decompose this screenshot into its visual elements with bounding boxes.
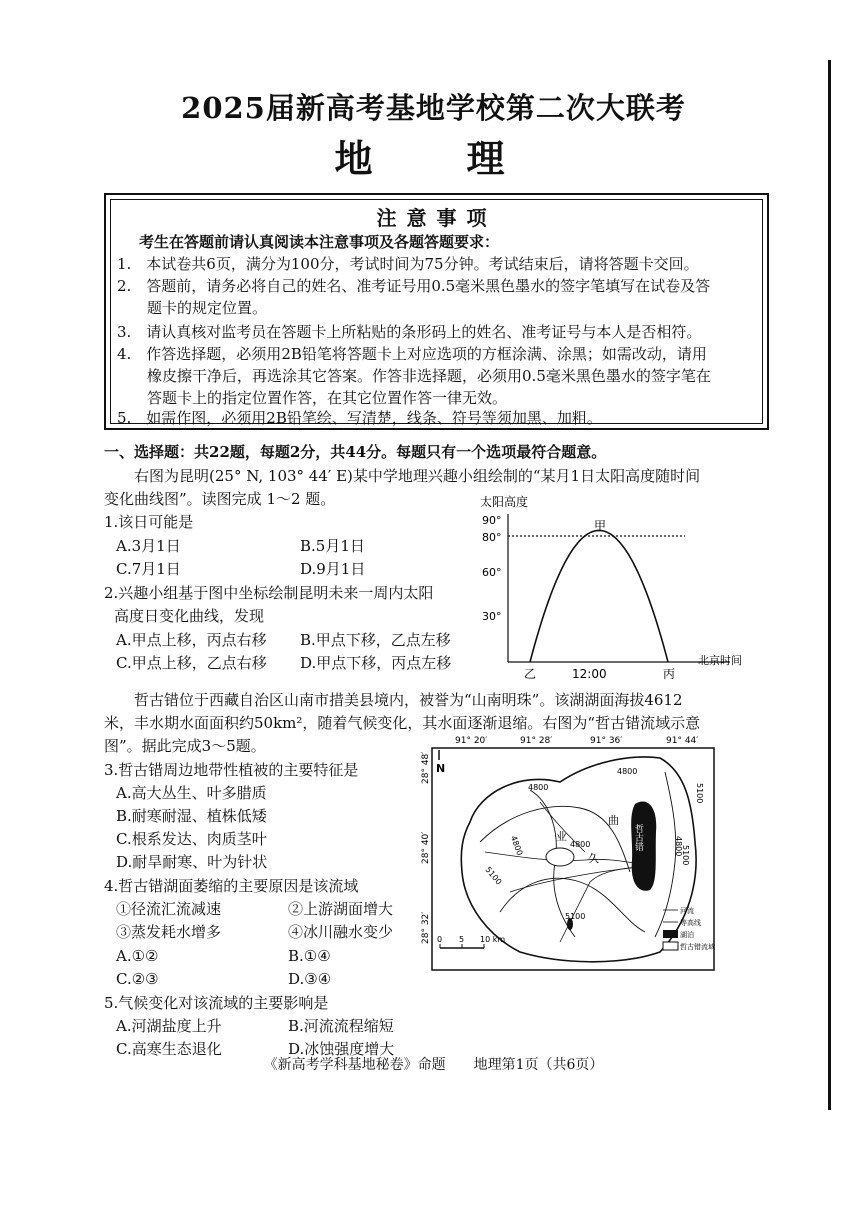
notice-box <box>104 193 769 430</box>
legend-label: 等高线 <box>680 919 701 927</box>
lat-label: 28° 32′ <box>421 911 431 944</box>
option: A.3月1日 <box>116 537 181 555</box>
statement: ④冰川融水变少 <box>288 923 394 941</box>
x-tick-label: 乙 <box>524 667 537 681</box>
page-edge-line <box>828 60 831 1110</box>
contour-label: 4800 <box>570 840 591 849</box>
basin-boundary <box>461 757 696 962</box>
notice-item: 1. 本试卷共6页，满分为100分，考试时间为75分钟。考试结束后，请将答题卡交回。 <box>117 255 699 273</box>
contour-line <box>655 772 676 937</box>
contour-label: 5100 <box>695 783 704 804</box>
contour-label: 4800 <box>674 836 683 857</box>
y-tick-label: 30° <box>482 610 502 623</box>
notice-item: 2. 答题前，请务必将自己的姓名、准考证号用0.5毫米黑色墨水的签字笔填写在试卷及答 <box>117 277 711 295</box>
place-label: 业 <box>556 830 567 843</box>
north-arrow: N <box>436 762 446 775</box>
option: D.甲点下移，丙点左移 <box>300 654 452 672</box>
notice-title: 注意事项 <box>376 206 497 230</box>
contour-label: 5100 <box>483 865 504 887</box>
subject-title: 地 理 <box>334 136 533 181</box>
scale-label: 5 <box>459 935 465 944</box>
question-2-cont: 高度日变化曲线，发现 <box>114 607 265 625</box>
notice-item: 橡皮擦干净后，再选涂其它答案。作答非选择题，必须用0.5毫米黑色墨水的签字笔在 <box>147 367 711 385</box>
sun-altitude-chart <box>470 490 760 685</box>
section-heading: 一、选择题：共22题，每题2分，共44分。每题只有一个选项最符合题意。 <box>104 443 607 461</box>
option: D.耐旱耐寒、叶为针状 <box>116 853 268 871</box>
option: B.5月1日 <box>300 537 365 555</box>
question-1: 1.该日可能是 <box>104 513 194 531</box>
legend-label: 湖泊 <box>680 931 694 939</box>
stem-text: 变化曲线图”。读图完成 1～2 题。 <box>104 490 336 508</box>
stem-text: 图”。据此完成3～5题。 <box>104 737 266 755</box>
place-label: 曲 <box>608 814 619 827</box>
question-2: 2.兴趣小组基于图中坐标绘制昆明未来一周内太阳 <box>104 584 434 602</box>
small-lake <box>546 848 574 866</box>
question-5: 5.气候变化对该流域的主要影响是 <box>104 994 329 1012</box>
lon-label: 91° 28′ <box>520 736 553 746</box>
option: A.河湖盐度上升 <box>116 1017 222 1035</box>
sun-altitude-curve <box>530 530 668 662</box>
statement: ③蒸发耗水增多 <box>116 923 222 941</box>
y-tick-label: 80° <box>482 531 502 544</box>
lon-label: 91° 36′ <box>590 736 623 746</box>
lake-label: 哲古错 <box>633 824 643 851</box>
notice-item: 5. 如需作图，必须用2B铅笔绘、写清楚，线条、符号等须加黑、加粗。 <box>117 409 602 427</box>
option: C.7月1日 <box>116 560 181 578</box>
notice-intro: 考生在答题前请认真阅读本注意事项及各题答题要求： <box>139 233 500 251</box>
notice-item: 题卡的规定位置。 <box>147 299 268 317</box>
option: A.甲点上移，丙点右移 <box>116 631 267 649</box>
scale-label: 0 <box>437 935 443 944</box>
option: B.河流流程缩短 <box>288 1017 394 1035</box>
lat-label: 28° 48′ <box>421 751 431 784</box>
place-label: 久 <box>588 852 599 865</box>
contour-label: 4800 <box>528 783 549 792</box>
peak-label: 甲 <box>594 519 607 533</box>
notice-item: 3. 请认真核对监考员在答题卡上所粘贴的条形码上的姓名、准考证号与本人是否相符。 <box>117 323 702 341</box>
option: D.冰蚀强度增大 <box>288 1040 395 1058</box>
legend-label: 河流 <box>680 907 694 915</box>
option: D.9月1日 <box>300 560 366 578</box>
statement: ②上游湖面增大 <box>288 900 394 918</box>
page-footer: 《新高考学科基地秘卷》命题 地理第1页（共6页） <box>263 1057 604 1073</box>
question-4: 4.哲古错湖面萎缩的主要原因是该流域 <box>104 877 359 895</box>
x-tick-label: 12:00 <box>572 667 607 681</box>
contour-label: 4800 <box>508 834 525 857</box>
chart-ylabel: 太阳高度 <box>480 495 529 509</box>
river <box>510 866 642 892</box>
option: A.高大丛生、叶多腊质 <box>116 784 267 802</box>
statement: ①径流汇流减速 <box>116 900 222 918</box>
lat-label: 28° 40′ <box>421 831 431 864</box>
exam-title: 2025届新高考基地学校第二次大联考 <box>181 91 686 125</box>
river <box>560 867 642 942</box>
stem-text: 右图为昆明(25° N, 103° 44′ E)某中学地理兴趣小组绘制的“某月1日太阳高度随时间 <box>134 467 701 485</box>
stem-text: 哲古错位于西藏自治区山南市措美县境内，被誉为“山南明珠”。该湖湖面海拔4612 <box>134 691 683 709</box>
contour-label: 5100 <box>565 912 586 921</box>
option: C.②③ <box>116 970 159 988</box>
basin-map <box>410 732 720 974</box>
contour-label: 5100 <box>681 845 690 866</box>
option: A.①② <box>116 947 159 965</box>
lon-label: 91° 44′ <box>666 736 699 746</box>
legend-lake-symbol <box>663 930 678 938</box>
notice-item: 答题卡上的指定位置作答，在其它位置作答一律无效。 <box>147 389 508 407</box>
y-tick-label: 90° <box>482 514 502 527</box>
x-tick-label: 丙 <box>663 667 676 681</box>
scale-label: 10 km <box>480 935 506 944</box>
stem-text: 米，丰水期水面面积约50km²，随着气候变化，其水面逐渐退缩。右图为“哲古错流域示意 <box>104 714 701 732</box>
lon-label: 91° 20′ <box>455 736 488 746</box>
legend-label: 哲古错流域 <box>680 943 715 951</box>
option: C.根系发达、肉质茎叶 <box>116 830 267 848</box>
notice-item: 4. 作答选择题，必须用2B铅笔将答题卡上对应选项的方框涂满、涂黑；如需改动，请用 <box>117 345 707 363</box>
chart-xlabel: 北京时间 <box>698 654 742 667</box>
contour-label: 4800 <box>617 767 638 776</box>
option: B.耐寒耐湿、植株低矮 <box>116 807 267 825</box>
option: B.甲点下移，乙点左移 <box>300 631 451 649</box>
legend-basin-symbol <box>663 942 678 950</box>
option: C.高寒生态退化 <box>116 1040 222 1058</box>
y-tick-label: 60° <box>482 566 502 579</box>
option: D.③④ <box>288 970 332 988</box>
question-3: 3.哲古错周边地带性植被的主要特征是 <box>104 761 359 779</box>
option: C.甲点上移，乙点右移 <box>116 654 267 672</box>
option: B.①④ <box>288 947 331 965</box>
